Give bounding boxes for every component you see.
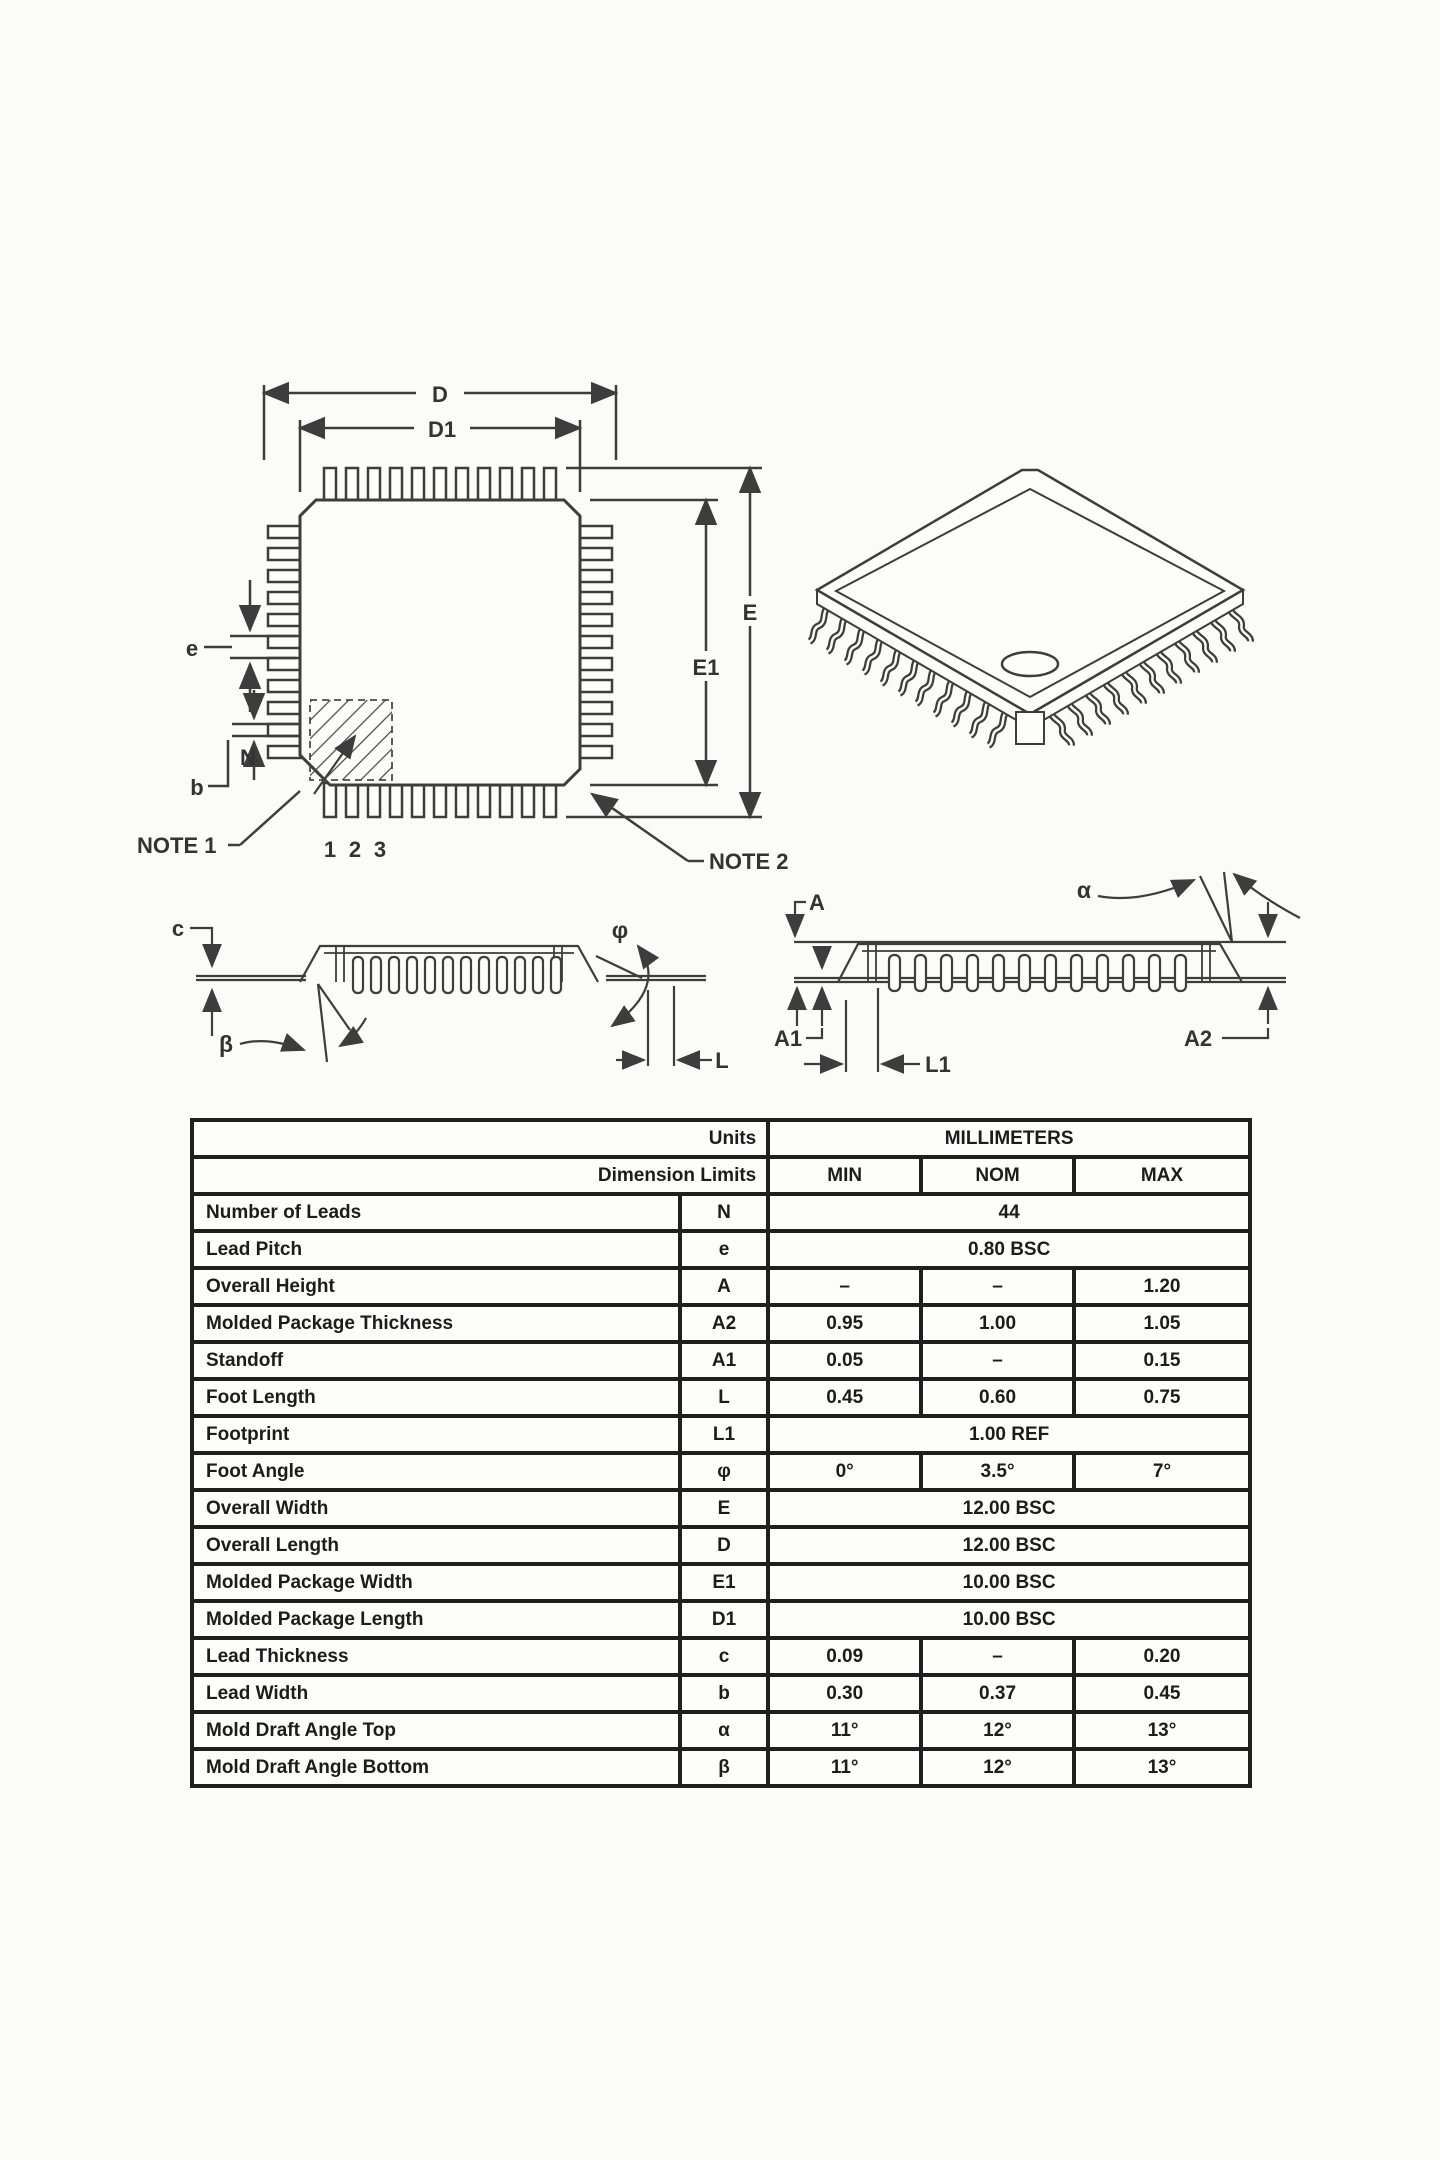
row-symbol: A — [680, 1268, 769, 1305]
row-nom: 1.00 — [921, 1305, 1074, 1342]
table-row — [192, 1342, 1250, 1379]
row-symbol: E1 — [680, 1564, 769, 1601]
dimensions-table — [190, 1118, 1252, 1788]
row-max: 1.05 — [1074, 1305, 1250, 1342]
max-header: MAX — [1074, 1157, 1250, 1194]
row-symbol: A2 — [680, 1305, 769, 1342]
table-row — [192, 1601, 1250, 1638]
table-row — [192, 1564, 1250, 1601]
pin-number-2: 2 — [348, 837, 362, 862]
row-name: Foot Angle — [192, 1453, 680, 1490]
millimeters-header: MILLIMETERS — [768, 1120, 1250, 1157]
dim-phi — [596, 917, 648, 1026]
row-min: 0° — [768, 1453, 921, 1490]
row-name: Overall Height — [192, 1268, 680, 1305]
side-front-leads — [353, 957, 561, 993]
row-name: Mold Draft Angle Top — [192, 1712, 680, 1749]
dim-label-c: c — [171, 916, 185, 941]
row-name: Lead Width — [192, 1675, 680, 1712]
row-max: 0.75 — [1074, 1379, 1250, 1416]
row-nom: – — [921, 1638, 1074, 1675]
dim-label-e: e — [185, 636, 199, 661]
row-min: 11° — [768, 1712, 921, 1749]
row-nom: – — [921, 1342, 1074, 1379]
dim-label-E1: E1 — [692, 655, 720, 680]
row-name: Lead Pitch — [192, 1231, 680, 1268]
row-nom: – — [921, 1268, 1074, 1305]
row-min: 0.30 — [768, 1675, 921, 1712]
dim-A1 — [774, 948, 822, 1051]
dim-label-L: L — [715, 1048, 729, 1073]
row-symbol: e — [680, 1231, 769, 1268]
row-value: 10.00 BSC — [768, 1601, 1250, 1638]
table-row — [192, 1416, 1250, 1453]
dim-label-phi: φ — [611, 917, 629, 943]
row-max: 0.45 — [1074, 1675, 1250, 1712]
row-symbol: β — [680, 1749, 769, 1786]
row-symbol: E — [680, 1490, 769, 1527]
table-row — [192, 1638, 1250, 1675]
table-row — [192, 1231, 1250, 1268]
row-value: 0.80 BSC — [768, 1231, 1250, 1268]
dim-A — [795, 890, 825, 936]
row-name: Number of Leads — [192, 1194, 680, 1231]
row-symbol: α — [680, 1712, 769, 1749]
row-name: Foot Length — [192, 1379, 680, 1416]
row-nom: 0.60 — [921, 1379, 1074, 1416]
table-row — [192, 1712, 1250, 1749]
row-value: 12.00 BSC — [768, 1490, 1250, 1527]
note1-label: NOTE 1 — [137, 833, 217, 858]
row-name: Overall Length — [192, 1527, 680, 1564]
row-nom: 3.5° — [921, 1453, 1074, 1490]
row-max: 1.20 — [1074, 1268, 1250, 1305]
row-symbol: D — [680, 1527, 769, 1564]
dimension-limits-header: Dimension Limits — [192, 1157, 768, 1194]
dim-label-N: N — [240, 745, 256, 770]
dim-beta — [219, 984, 366, 1062]
row-min: 0.45 — [768, 1379, 921, 1416]
table-row — [192, 1453, 1250, 1490]
row-name: Molded Package Thickness — [192, 1305, 680, 1342]
row-nom: 12° — [921, 1749, 1074, 1786]
dim-L — [616, 986, 729, 1073]
row-min: 0.05 — [768, 1342, 921, 1379]
row-value: 12.00 BSC — [768, 1527, 1250, 1564]
nom-header: NOM — [921, 1157, 1074, 1194]
table-header-limits-row — [192, 1157, 1250, 1194]
row-min: 0.95 — [768, 1305, 921, 1342]
row-symbol: N — [680, 1194, 769, 1231]
row-min: 0.09 — [768, 1638, 921, 1675]
table-row — [192, 1194, 1250, 1231]
row-symbol: c — [680, 1638, 769, 1675]
pin-number-1: 1 — [323, 837, 337, 862]
row-symbol: L — [680, 1379, 769, 1416]
row-value: 10.00 BSC — [768, 1564, 1250, 1601]
dim-alpha — [1077, 872, 1300, 942]
note2-label: NOTE 2 — [709, 849, 789, 874]
note2-callout — [592, 794, 788, 874]
row-max: 7° — [1074, 1453, 1250, 1490]
table-row — [192, 1527, 1250, 1564]
table-row — [192, 1268, 1250, 1305]
units-header: Units — [192, 1120, 768, 1157]
dim-L1 — [804, 988, 951, 1077]
row-name: Mold Draft Angle Bottom — [192, 1749, 680, 1786]
row-nom: 12° — [921, 1712, 1074, 1749]
dim-label-b: b — [190, 775, 204, 800]
dim-label-D: D — [432, 382, 448, 407]
table-row — [192, 1675, 1250, 1712]
dim-label-beta: β — [218, 1031, 234, 1057]
table-header-units-row — [192, 1120, 1250, 1157]
row-name: Molded Package Width — [192, 1564, 680, 1601]
pin-numbers — [324, 837, 386, 862]
table-row — [192, 1379, 1250, 1416]
pin1-index-area — [310, 700, 392, 794]
side-view-right — [774, 872, 1300, 1077]
dim-label-A2: A2 — [1183, 1026, 1213, 1051]
dim-label-alpha: α — [1076, 877, 1092, 903]
table-row — [192, 1749, 1250, 1786]
row-name: Footprint — [192, 1416, 680, 1453]
side-view-front — [172, 916, 729, 1073]
dim-label-E: E — [742, 600, 758, 625]
dim-label-A1: A1 — [773, 1026, 803, 1051]
table-row — [192, 1305, 1250, 1342]
row-min: 11° — [768, 1749, 921, 1786]
table-row — [192, 1490, 1250, 1527]
row-symbol: D1 — [680, 1601, 769, 1638]
row-max: 13° — [1074, 1749, 1250, 1786]
row-max: 0.15 — [1074, 1342, 1250, 1379]
isometric-view — [808, 470, 1252, 746]
row-max: 0.20 — [1074, 1638, 1250, 1675]
row-max: 13° — [1074, 1712, 1250, 1749]
row-value: 44 — [768, 1194, 1250, 1231]
note1-callout — [137, 791, 300, 858]
min-header: MIN — [768, 1157, 921, 1194]
top-view-diagram — [137, 379, 788, 874]
row-symbol: b — [680, 1675, 769, 1712]
row-name: Standoff — [192, 1342, 680, 1379]
row-name: Lead Thickness — [192, 1638, 680, 1675]
row-symbol: φ — [680, 1453, 769, 1490]
row-name: Overall Width — [192, 1490, 680, 1527]
dim-label-L1: L1 — [925, 1052, 951, 1077]
pin-number-3: 3 — [373, 837, 387, 862]
row-symbol: L1 — [680, 1416, 769, 1453]
row-name: Molded Package Length — [192, 1601, 680, 1638]
side-right-leads — [889, 955, 1186, 991]
row-symbol: A1 — [680, 1342, 769, 1379]
isometric-corner-block — [1016, 712, 1044, 744]
dim-label-D1: D1 — [427, 417, 457, 442]
row-nom: 0.37 — [921, 1675, 1074, 1712]
row-min: – — [768, 1268, 921, 1305]
row-value: 1.00 REF — [768, 1416, 1250, 1453]
dim-label-A: A — [809, 890, 825, 915]
dim-A2 — [1184, 902, 1268, 1051]
